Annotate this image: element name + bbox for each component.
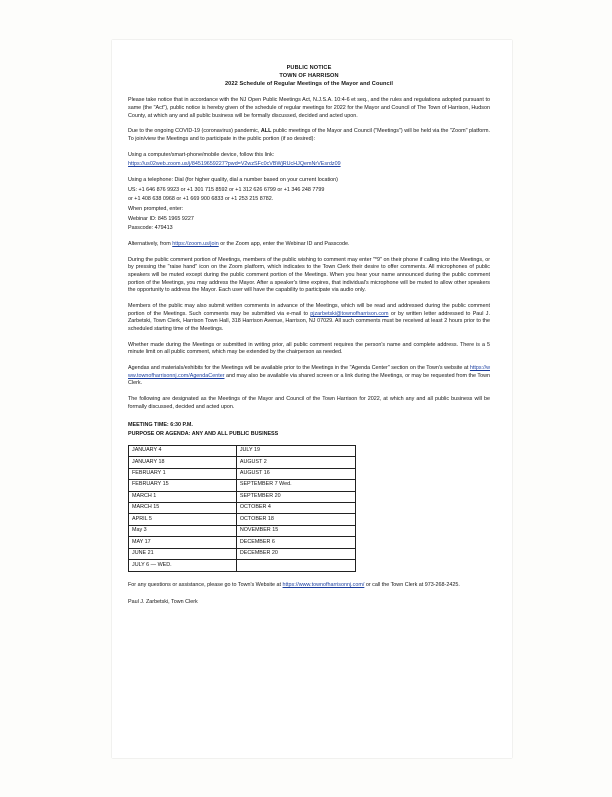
telephone-label: Using a telephone: Dial (for higher quality, dial a number based on your current location) xyxy=(128,177,338,184)
schedule-date-left: MAY 17 xyxy=(129,537,237,548)
zoom-meeting-link-paragraph xyxy=(128,161,490,169)
zoom-join-link[interactable]: https://zoom.us/join xyxy=(172,241,219,248)
schedule-date-left: MARCH 1 xyxy=(129,491,237,502)
dial-numbers-line-1: US: +1 646 876 9923 or +1 301 715 8592 or +1 312 626 6799 or +1 346 248 7799 xyxy=(128,186,325,193)
agenda-center-link[interactable]: https://www.townofharrisonnj.com/AgendaCenter xyxy=(128,365,490,379)
computer-join-label: Using a computer/smart-phone/mobile device, follow this link: xyxy=(128,151,275,158)
schedule-date-right: SEPTEMBER 20 xyxy=(236,491,355,502)
schedule-date-left: JUNE 21 xyxy=(129,548,237,559)
schedule-date-right: AUGUST 16 xyxy=(236,468,355,479)
table-row xyxy=(129,457,356,468)
schedule-date-right xyxy=(236,560,355,571)
paragraph-comment-limit: Whether made during the Meetings or submitted in writing prior, all public comment requires the person's name and complete address. There is a 5 minute limit on all public comment, which may be extended by the chairperson as needed. xyxy=(128,341,490,356)
zoom-meeting-link[interactable]: https://us02web.zoom.us/j/84519659227?pwd=V2wzSFc0cVBWjRUcHJQemNrVEsrdz09 xyxy=(128,161,341,168)
prompt-label: When prompted, enter: xyxy=(128,206,184,213)
covid-text-a: Due to the ongoing COVID-19 (coronavirus) pandemic, xyxy=(128,128,261,135)
dial-numbers-line-2: or +1 408 638 0968 or +1 669 900 6833 or +1 253 215 8782. xyxy=(128,196,274,203)
schedule-date-right: NOVEMBER 15 xyxy=(236,525,355,536)
meeting-time-block xyxy=(128,421,490,437)
paragraph-covid xyxy=(128,128,490,143)
document-header xyxy=(128,64,490,88)
table-row xyxy=(129,514,356,525)
schedule-date-left: MARCH 15 xyxy=(129,502,237,513)
paragraph-designated-meetings: The following are designated as the Meetings of the Mayor and Council of the Town Harrison for 2022, at which any and all public business will be formally discussed, decided and acted upon. xyxy=(128,396,490,410)
schedule-date-right: DECEMBER 20 xyxy=(236,548,355,559)
schedule-table-body xyxy=(129,445,356,571)
document-body xyxy=(128,64,490,615)
schedule-date-right: SEPTEMBER 7 Wed. xyxy=(236,480,355,491)
table-row xyxy=(129,560,356,571)
covid-text-all: ALL xyxy=(260,128,272,135)
table-row xyxy=(129,445,356,456)
table-row xyxy=(129,537,356,548)
header-line-town: TOWN OF HARRISON xyxy=(279,73,339,80)
town-website-link[interactable]: https://www.townofharrisonnj.com/ xyxy=(282,581,365,588)
paragraph-alternative-join xyxy=(128,241,490,249)
schedule-date-left: FEBRUARY 15 xyxy=(129,480,237,491)
webinar-id: Webinar ID: 845 1965 9227 xyxy=(128,215,194,222)
schedule-date-right: DECEMBER 6 xyxy=(236,537,355,548)
clerk-email-link[interactable]: pjzarbetski@townofharrison.com xyxy=(310,310,389,317)
table-row xyxy=(129,525,356,536)
paragraph-written-comments xyxy=(128,303,490,334)
schedule-date-left: FEBRUARY 1 xyxy=(129,468,237,479)
paragraph-agendas xyxy=(128,365,490,388)
paragraph-closing xyxy=(128,582,490,590)
schedule-date-left: May 3 xyxy=(129,525,237,536)
table-row xyxy=(129,548,356,559)
meeting-purpose: PURPOSE OR AGENDA: ANY AND ALL PUBLIC BUSINESS xyxy=(128,430,279,437)
written-comments-text-b: or by written letter addressed to Paul J. Zarbetski, Town Clerk, Harrison Town Hall, 318 Harrison Avenue, Harrison, NJ 07029. All such comments must be received at least 2 hours prior to the scheduled starting time of the Meetings. xyxy=(128,310,490,333)
schedule-date-right: OCTOBER 4 xyxy=(236,502,355,513)
signature-line: Paul J. Zarbetski, Town Clerk xyxy=(128,599,198,606)
passcode: Passcode: 479413 xyxy=(128,225,173,232)
meeting-time: MEETING TIME: 6:30 P.M. xyxy=(128,422,193,429)
header-line-public-notice: PUBLIC NOTICE xyxy=(286,65,332,71)
table-row xyxy=(129,480,356,491)
written-comments-text-a: Members of the public may also submit written comments in advance of the Meetings, which will be read and addressed during the public comment portion of the Meetings. Such comments may be submitted via e-mail to xyxy=(128,303,490,317)
schedule-date-right: AUGUST 2 xyxy=(236,457,355,468)
schedule-date-right: JULY 19 xyxy=(236,445,355,456)
alt-join-text-b: or the Zoom app, enter the Webinar ID and Passcode. xyxy=(218,241,350,248)
table-row xyxy=(129,491,356,502)
paragraph-notice: Please take notice that in accordance with the NJ Open Public Meetings Act, N.J.S.A. 10:4-6 et seq., and the rules and regulations adopted pursuant to same (the "Act"), public notice is hereby given of the schedule of regular meetings for 2022 for the Mayor and Council of The Town of Harrison, Hudson County, at which any and all public business will be formally discussed, decided and acted upon. xyxy=(128,97,490,119)
schedule-date-right: OCTOBER 18 xyxy=(236,514,355,525)
agendas-text-a: Agendas and materials/exhibits for the Meetings will be available prior to the Meetings in the "Agenda Center" section on the Town's website at xyxy=(128,365,470,372)
header-line-subtitle: 2022 Schedule of Regular Meetings of the Mayor and Council xyxy=(224,81,394,88)
schedule-date-left: APRIL 5 xyxy=(129,514,237,525)
closing-text-a: For any questions or assistance, please go to Town's Website at xyxy=(128,581,283,588)
closing-text-b: or call the Town Clerk at 973-268-2425. xyxy=(364,581,460,588)
paragraph-public-comment-procedure: During the public comment portion of Meetings, members of the public wishing to comment may enter "*9" on their phone if calling into the Meetings, or by pressing the "raise hand" icon on the Zoom platform, which indicates to the Town Clerk their desire to offer comments. All microphones of public speakers will be muted except during the public comment portion of the Meetings. When you hear your name announced during the public comment portion of the Meetings, you may address the Mayor. After a speaker's time expires, that individual's microphone will be muted to allow other speakers the opportunity to address the Mayor. Each user will have the capability to participate via audio only. xyxy=(128,256,490,294)
alt-join-text-a: Alternatively, from xyxy=(128,241,173,248)
schedule-date-left: JANUARY 4 xyxy=(129,445,237,456)
table-row xyxy=(129,468,356,479)
table-row xyxy=(129,502,356,513)
meeting-schedule-table xyxy=(128,445,356,572)
covid-text-b: public meetings of the Mayor and Council ("Meetings") will be held via the "Zoom" platform. To join/view the Meetings and to participate in the public portion (if so desired): xyxy=(128,128,490,143)
schedule-date-left: JANUARY 18 xyxy=(129,457,237,468)
agendas-text-b: and may also be available via shared screen or a link during the Meetings, or may be requested from the Town Clerk. xyxy=(128,372,490,387)
schedule-date-left: JULY 6 — WED. xyxy=(129,560,237,571)
